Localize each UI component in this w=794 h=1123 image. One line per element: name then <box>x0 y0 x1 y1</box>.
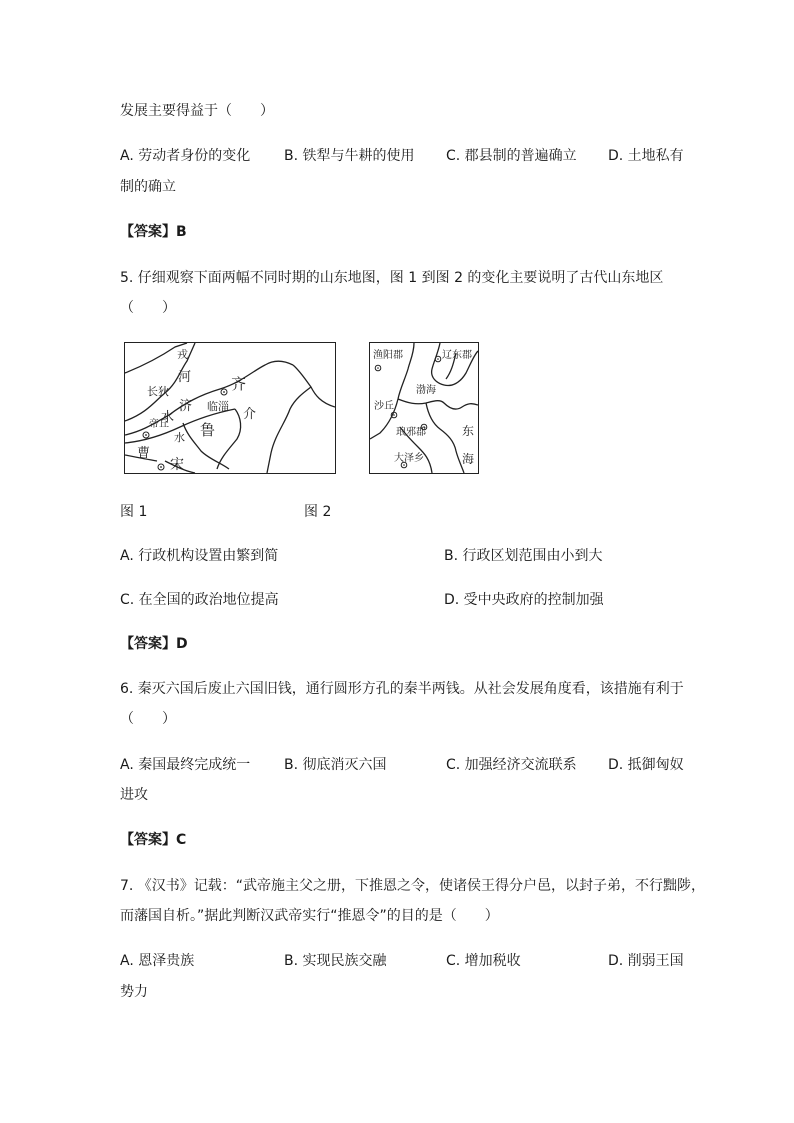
map1-label-jie: 介 <box>243 407 257 422</box>
map-2-drawing <box>370 343 478 473</box>
map1-label-changdi: 长狄 <box>147 385 169 398</box>
q4-option-a: A. 劳动者身份的变化 <box>120 148 251 164</box>
map2-label-langya: 琅邪郡 <box>396 427 426 438</box>
q6-option-b: B. 彻底消灭六国 <box>284 757 387 773</box>
q5-option-a: A. 行政机构设置由繁到简 <box>120 548 279 564</box>
map2-label-shaqiu: 沙丘 <box>374 401 394 412</box>
map1-label-lu: 鲁 <box>200 421 216 439</box>
q5-answer: 【答案】D <box>120 636 188 652</box>
map2-label-bohai: 渤海 <box>416 385 436 396</box>
q6-answer: 【答案】C <box>120 832 187 848</box>
map2-label-dazexiang: 大泽乡 <box>394 453 424 464</box>
q6-option-d-wrap: 进攻 <box>120 787 148 803</box>
q5-option-d: D. 受中央政府的控制加强 <box>444 592 604 608</box>
q4-option-b: B. 铁犁与牛耕的使用 <box>284 148 415 164</box>
q7-stem-line-2: 而藩国自析。”据此判断汉武帝实行“推恩令”的目的是（ ） <box>120 908 499 924</box>
map1-label-diqiu: 帝丘 <box>149 419 169 430</box>
q4-option-c: C. 郡县制的普遍确立 <box>446 148 577 164</box>
map1-label-cao: 曹 <box>137 446 151 461</box>
q7-option-b: B. 实现民族交融 <box>284 953 387 969</box>
map1-label-shui2: 水 <box>174 431 185 444</box>
q6-option-c: C. 加强经济交流联系 <box>446 757 577 773</box>
map1-label-song: 宋 <box>170 457 184 473</box>
q4-option-d: D. 土地私有 <box>608 148 684 164</box>
q5-paren: （ ） <box>120 300 176 316</box>
q5-option-b: B. 行政区划范围由小到大 <box>444 548 603 564</box>
map-2-caption: 图 2 <box>304 504 332 520</box>
q6-option-a: A. 秦国最终完成统一 <box>120 757 251 773</box>
map-figure-1 <box>124 342 336 474</box>
map2-label-dong: 东 <box>462 424 475 438</box>
map1-label-linzi: 临淄 <box>207 400 229 413</box>
q7-option-c: C. 增加税收 <box>446 953 521 969</box>
q6-paren: （ ） <box>120 711 176 727</box>
map2-label-hai: 海 <box>462 452 475 466</box>
q6-option-d: D. 抵御匈奴 <box>608 757 684 773</box>
map-figure-2 <box>369 342 479 474</box>
q7-option-a: A. 恩泽贵族 <box>120 953 195 969</box>
map2-label-yuyang: 渔阳郡 <box>373 350 403 361</box>
q6-stem: 6. 秦灭六国后废止六国旧钱，通行圆形方孔的秦半两钱。从社会发展角度看，该措施有利于 <box>120 681 684 697</box>
q7-option-d-wrap: 势力 <box>120 984 148 1000</box>
map-1-drawing <box>125 343 335 473</box>
q4-option-d-wrap: 制的确立 <box>120 179 176 195</box>
q4-answer: 【答案】B <box>120 224 187 240</box>
map1-label-rong: 戎 <box>177 348 188 361</box>
map2-label-liaodong: 辽东郡 <box>442 350 472 361</box>
map1-label-qi: 齐 <box>231 375 247 393</box>
q5-option-c: C. 在全国的政治地位提高 <box>120 592 279 608</box>
map-1-caption: 图 1 <box>120 504 148 520</box>
map1-label-ji: 济 <box>179 399 193 414</box>
q5-stem: 5. 仔细观察下面两幅不同时期的山东地图，图 1 到图 2 的变化主要说明了古代山东地区 <box>120 270 664 286</box>
map1-label-shui1: 水 <box>161 410 175 425</box>
map1-label-he: 河 <box>178 370 192 385</box>
q7-stem-line-1: 7. 《汉书》记载：“武帝施主父之册，下推恩之令，使诸侯王得分户邑，以封子弟，不行黜陟， <box>120 878 706 894</box>
q4-stem-tail: 发展主要得益于（ ） <box>120 103 274 119</box>
q7-option-d: D. 削弱王国 <box>608 953 684 969</box>
